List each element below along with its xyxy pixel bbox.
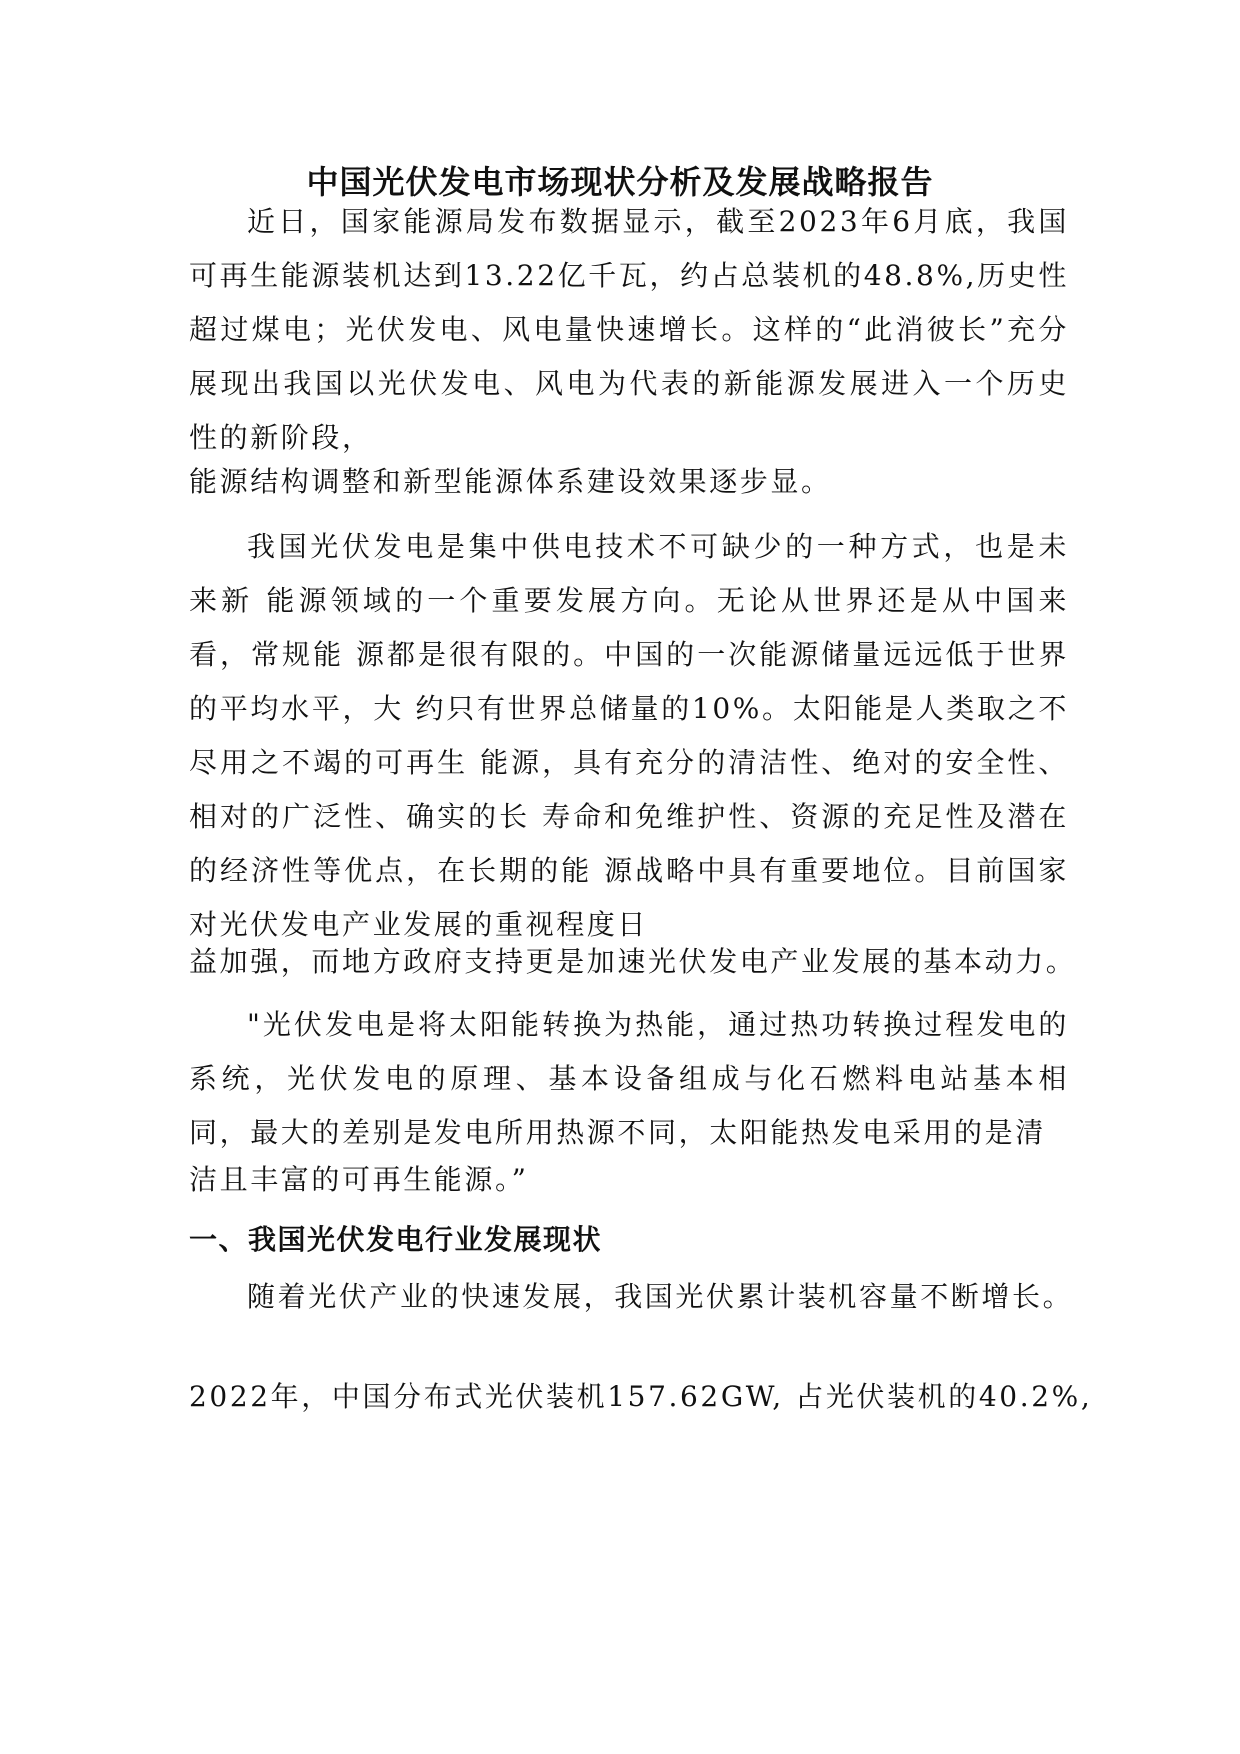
paragraph-growth: 随着光伏产业的快速发展，我国光伏累计装机容量不断增长。 [247, 1280, 1074, 1313]
paragraph-quote: "光伏发电是将太阳能转换为热能，通过热功转换过程发电的系统，光伏发电的原理、基本设备组成与化石燃料电站基本相同，最大的差别是发电所用热源不同，太阳能热发电采用的是清 [189, 1008, 1069, 1149]
paragraph-2022-stats: 2022年，中国分布式光伏装机157.62GW, 占光伏装机的40.2%, [189, 1380, 1093, 1413]
paragraph-intro-continued: 能源结构调整和新型能源体系建设效果逐步显。 [189, 465, 832, 498]
paragraph-importance-continued: 益加强，而地方政府支持更是加速光伏发电产业发展的基本动力。 [189, 945, 1077, 978]
section-heading-1: 一、我国光伏发电行业发展现状 [189, 1223, 603, 1256]
paragraph-quote-continued: 洁且丰富的可再生能源。” [189, 1163, 529, 1196]
document-title: 中国光伏发电市场现状分析及发展战略报告 [306, 163, 934, 201]
paragraph-intro: 近日，国家能源局发布数据显示，截至2023年6月底，我国可再生能源装机达到13.22亿千瓦，约占总装机的48.8%,历史性超过煤电；光伏发电、风电量快速增长。这样的“此消彼长”充分展现出我国以光伏发电、风电为代表的新能源发展进入一个历史性的新阶段， [189, 205, 1069, 454]
paragraph-importance: 我国光伏发电是集中供电技术不可缺少的一种方式，也是未来新 能源领域的一个重要发展方向。无论从世界还是从中国来看，常规能 源都是很有限的。中国的一次能源储量远远低于世界的平均水平，大 约只有世界总储量的10%。太阳能是人类取之不尽用之不竭的可再生 能源，具有充分的清洁性、绝对的安全性、相对的广泛性、确实的长 寿命和免维护性、资源的充足性及潜在的经济性等优点，在长期的能 源战略中具有重要地位。目前国家对光伏发电产业发展的重视程度日 [189, 530, 1069, 941]
